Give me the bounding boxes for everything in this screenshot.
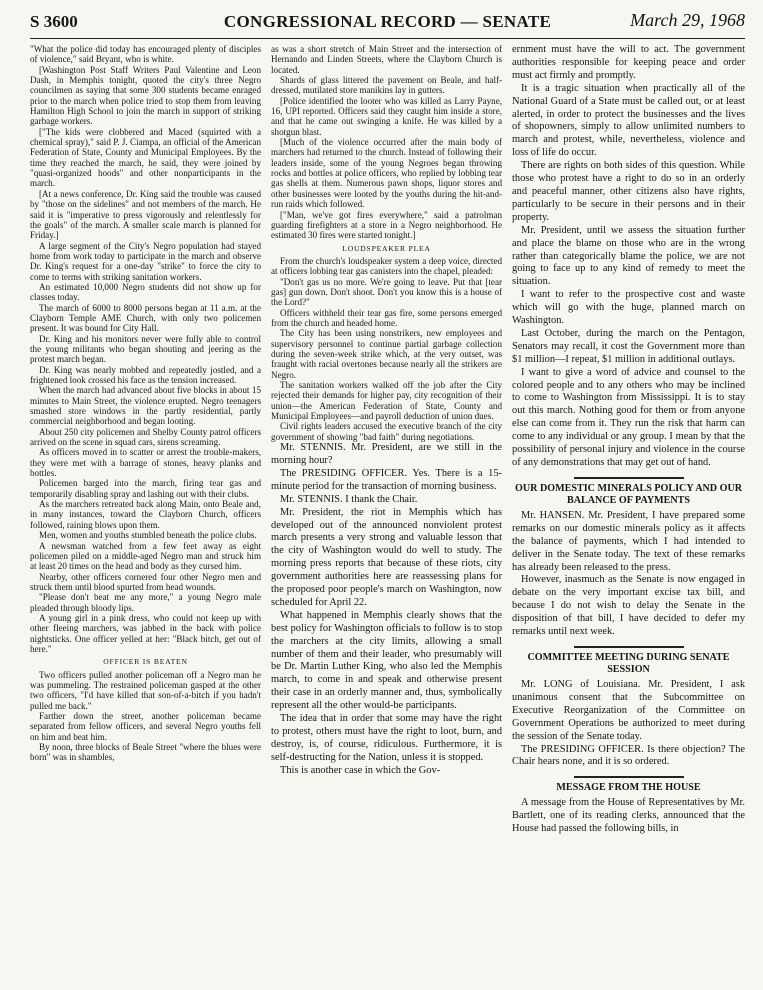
paragraph: Officers withheld their tear gas fire, some persons emerged from the church and headed home. (271, 307, 503, 328)
paragraph: About 250 city policemen and Shelby County patrol officers arrived on the scene in squad cars, sirens screaming. (30, 426, 262, 448)
paragraph: Shards of glass littered the pavement on Beale, and half-dressed, mutilated store manikins lay in gutters. (271, 75, 503, 96)
paragraph: I want to give a word of advice and counsel to the colored people and to any others who may be inclined to come to Washington from Mississippi. It is to stay out this march. Nothing good for them or from anyone else can come from it. They run the risk that harm can come to any individual or any group. I mean by that the possibility of personal injury and violence in the course of any demonstrations that may get out of hand. (512, 366, 746, 468)
paragraph: The City has been using nonstrikers, new employees and supervisory personnel to continue partial garbage collection during the seven-week strike which, at the very outset, was fraught with racial overtones because nearly all the strikers are Negro. (271, 328, 503, 380)
subheading-loudspeaker-plea: LOUDSPEAKER PLEA (342, 243, 431, 253)
paragraph: This is another case in which the Gov- (280, 764, 441, 776)
paragraph: A young girl in a pink dress, who could not keep up with other fleeing marchers, was jabbed in the back with police nightsticks. One officer yelled at her: "Black bitch, get out of here." (30, 612, 262, 654)
paragraph: The march of 6000 to 8000 persons began at 11 a.m. at the Clayborn Temple AME Church, with only two policemen present. It was bound for City Hall. (30, 302, 262, 334)
paragraph: Civil rights leaders accused the executive branch of the city government of showing "bad faith" during negotiations. (271, 421, 503, 442)
column-2 (271, 44, 502, 990)
paragraph: [Much of the violence occurred after the main body of marchers had returned to the church. Instead of following their leaders inside, some of the young Negroes began throwing rocks and bottles at police officers, who replied by lobbing tear gas shells at them. Numerous pawn shops, liquor stores and other businesses were looted by the youths during the hit-and-run raids which followed. (271, 137, 503, 210)
paragraph: What happened in Memphis clearly shows that the best policy for Washington officials to follow is to stop the marchers at the city limits, allowing a small number of them and their leader, who presumably will be Dr. Martin Luther King, who also led the Memphis march, to come in and speak and otherwise present their case in an orderly manner and, thus, symbolically represent all the other would-be participants. (271, 609, 503, 712)
heading-domestic-minerals: OUR DOMESTIC MINERALS POLICY AND OUR BALANCE OF PAYMENTS (515, 482, 743, 506)
paragraph: Mr. STENNIS. Mr. President, are we still in the morning hour? (271, 442, 503, 466)
section-divider (574, 776, 684, 778)
column-3 (512, 44, 745, 990)
page-header (30, 8, 745, 40)
paragraph: [Police identified the looter who was killed as Larry Payne, 16, UPI reported. Officers said they caught him inside a store, and that he came out swinging a knife. He was killed by a shotgun blast. (271, 95, 503, 137)
paragraph: The idea that in order that some may have the right to protest, others must have the right to loot, burn, and destroy, is, of course, ridiculous. Furthermore, it is self-destructing for the Nation, unless it is stopped. (271, 713, 503, 763)
paragraph: As the marchers retreated back along Main, onto Beale and, in many instances, toward the Clayborn Church, officers followed, raining blows upon them. (30, 499, 262, 530)
paragraph: The PRESIDING OFFICER. Yes. There is a 15-minute period for the transaction of morning business. (271, 467, 503, 492)
paragraph: "What the police did today has encouraged plenty of disciples of violence," said Bryant, who is white. (30, 44, 262, 65)
paragraph: An estimated 10,000 Negro students did not show up for classes today. (30, 281, 262, 303)
paragraph: By noon, three blocks of Beale Street "where the blues were born" was in shambles, (30, 742, 262, 763)
paragraph: as was a short stretch of Main Street and the intersection of Hernando and Linden Streets, where the Clayborn Church is located. (271, 44, 503, 75)
paragraph: ["Man, we've got fires everywhere," said a patrolman guarding firefighters at a store in a Negro neighborhood. He estimated 30 fires were started tonight.] (271, 209, 503, 241)
paragraph: Nearby, other officers cornered four other Negro men and struck them until blood spurted from head wounds. (30, 571, 262, 592)
paragraph: When the march had advanced about five blocks in about 15 minutes to Main Street, the violence erupted. Negro teenagers smashed store windows in the partly residential, partly commercial neighborhood and began looting. (30, 385, 262, 427)
paragraph: Dr. King was nearly mobbed and repeatedly jostled, and a frightened look crossed his face as the tension increased. (30, 364, 262, 385)
paragraph: Mr. LONG of Louisiana. Mr. President, I ask unanimous consent that the Subcommittee on Executive Reorganization of the Committee on Government Operations be authorized to meet during the session of the Senate today. (512, 678, 746, 742)
issue-date: March 29, 1968 (630, 10, 745, 30)
paragraph: "Don't gas us no more. We're going to leave. Put that [tear gas] gun down. Don't shoot. Don't you know this is a house of the Lord?" (271, 276, 503, 308)
paragraph: A newsman watched from a few feet away as eight policemen piled on a middle-aged Negro man and struck him at least 20 times on the head and body as they cursed him. (30, 540, 262, 572)
paragraph: ernment must have the will to act. The government authorities responsible for keeping peace and order must act firmly and promptly. (512, 44, 746, 81)
paragraph: Farther down the street, another policeman became separated from fellow officers, and several Negro youths fell on him and beat him. (30, 711, 262, 742)
paragraph: A large segment of the City's Negro population had stayed home from work today to participate in the march and observe Dr. King's request for a one-day "strike" to force the city to come to terms with striking sanitation workers. (30, 240, 262, 282)
paragraph: As officers moved in to scatter or arrest the trouble-makers, they were met with a barrage of stones, heavy planks and bottles. (30, 447, 262, 479)
paragraph: [At a news conference, Dr. King said the trouble was caused by "those on the sidelines" and not members of the march. He said it is "imperative to press vigorously and relentlessly for the goals" of the march. A smaller scale march is planned for Friday.] (30, 188, 262, 241)
paragraph: Policemen barged into the march, firing tear gas and temporarily disabling spray and lashing out with their clubs. (30, 478, 262, 499)
heading-committee-meeting: COMMITTEE MEETING DURING SENATE SESSION (527, 651, 730, 675)
text-columns (30, 44, 745, 990)
section-divider (574, 477, 684, 479)
paragraph: From the church's loudspeaker system a deep voice, directed at officers lobbing tear gas canisters into the chapel, pleaded: (271, 255, 503, 277)
heading-message-house: MESSAGE FROM THE HOUSE (556, 782, 701, 794)
paragraph: Last October, during the march on the Pentagon, Senators may recall, it cost the Government more than $1 million—I repeat, $1 million in additional outlays. (512, 327, 746, 365)
page-number: S 3600 (30, 12, 78, 31)
paragraph: Two officers pulled another policeman off a Negro man he was pummeling. The restrained policeman gasped at the other two officers, "I'd have killed that son-of-a-bitch if you hadn't pulled me back." (30, 669, 262, 711)
subheading-officer-beaten: OFFICER IS BEATEN (103, 657, 188, 667)
paragraph: Mr. HANSEN. Mr. President, I have prepared some remarks on our domestic minerals policy as it affects the balance of payments, which I had intended to deliver in the Senate today. The text of these remarks has already been released to the press. (512, 509, 746, 573)
paragraph: Mr. President, the riot in Memphis which has developed out of the announced nonviolent protest march presents a very strong and valuable lesson that the city of Washington would do well to study. The morning press reports that because of these riots, city government authorities here are reassessing plans for the proposed poor people's march on Washington, now scheduled for April 22. (271, 506, 503, 608)
paragraph: Mr. President, until we assess the situation further and place the blame on those who are in the wrong rather than categorically blame the police, we are not going to face up to any kind of remedy to meet the situation. (512, 224, 746, 288)
journal-title: CONGRESSIONAL RECORD — SENATE (223, 12, 552, 31)
header-rule (30, 38, 745, 39)
paragraph: The PRESIDING OFFICER. Is there objection? The Chair hears none, and it is so ordered. (512, 743, 746, 768)
column-1 (30, 44, 261, 990)
paragraph: However, inasmuch as the Senate is now engaged in debate on the very important excise tax bill, and because I do not wish to delay the Senate in the disposition of that bill, I have decided to defer my remarks until next week. (512, 574, 746, 638)
paragraph: ["The kids were clobbered and Maced (squirted with a chemical spray)," said P. J. Ciampa, an official of the American Federation of State, County and Municipal Employees. By the time they reached the march, he said, they were joined by "quasi-organized hoods" and other nonparticipants in the march. (30, 126, 262, 189)
paragraph: I want to refer to the prospective cost and waste which will go with the huge, planned march on Washington. (512, 289, 746, 327)
paragraph: Dr. King and his monitors never were fully able to control the young militants who began shouting and jeering as the protest march began. (30, 333, 262, 365)
paragraph: There are rights on both sides of this question. While those who protest have a right to do so in an orderly and peaceful manner, other citizens also have rights, particularly to be secure in their persons and in their property. (512, 160, 746, 223)
paragraph: It is a tragic situation when practically all of the National Guard of a State must be called out, or at least alerted, in order to protect the businesses and the lives of shopowners, simply to allow unlimited numbers to march and protest, while, nevertheless, violence and loss of life do occur. (512, 82, 746, 159)
paragraph: "Please don't beat me any more," a young Negro male pleaded through bloody lips. (30, 592, 262, 613)
paragraph: [Washington Post Staff Writers Paul Valentine and Leon Dash, in Memphis tonight, quoted the city's three Negro councilmen as saying that some 300 students became enraged prior to the march when police tried to stop them from leaving Hamilton High School to join the march in support of striking garbage workers. (30, 64, 262, 127)
paragraph: A message from the House of Representatives by Mr. Bartlett, one of its reading clerks, announced that the House had passed the following bills, in (512, 797, 746, 835)
paragraph: The sanitation workers walked off the job after the City rejected their demands for higher pay, city recognition of their union—the American Federation of State, County and Municipal Employees—and payroll deduction of union dues. (271, 380, 503, 422)
section-divider (574, 646, 684, 648)
paragraph: Men, women and youths stumbled beneath the police clubs. (39, 530, 257, 541)
paragraph: Mr. STENNIS. I thank the Chair. (280, 493, 418, 505)
